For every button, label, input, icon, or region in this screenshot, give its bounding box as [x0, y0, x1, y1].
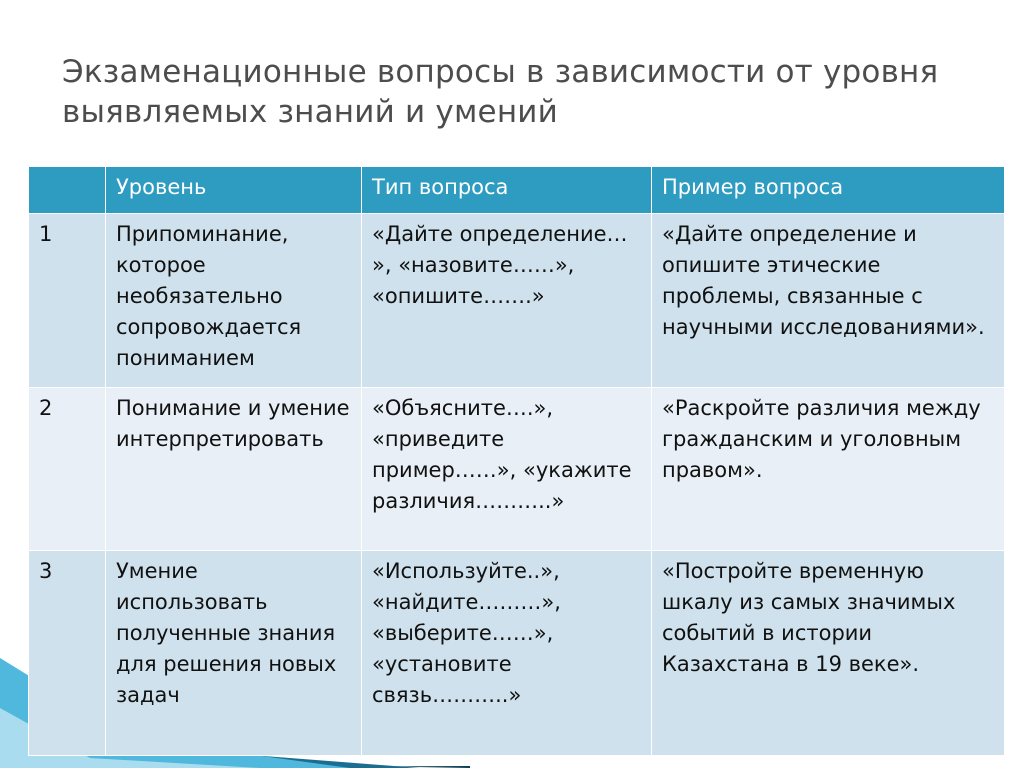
question-example-cell: «Постройте временную шкалу из самых значимых событий в истории Казахстана в 19 веке».	[652, 551, 1005, 756]
question-example-cell: «Дайте определение и опишите этические проблемы, связанные с научными исследованиями».	[652, 214, 1005, 388]
table-header-row	[29, 167, 1005, 214]
table-row	[29, 551, 1005, 756]
row-number: 1	[29, 214, 106, 388]
question-type-cell: «Дайте определение… », «назовите……», «опишите…….»	[362, 214, 652, 388]
question-type-cell: «Используйте..», «найдите………», «выберите……», «установите связь………..»	[362, 551, 652, 756]
level-cell: Умение использовать полученные знания для решения новых задач	[106, 551, 362, 756]
header-level: Уровень	[106, 167, 362, 214]
question-example-cell: «Раскройте различия между гражданским и уголовным правом».	[652, 388, 1005, 551]
question-type-cell: «Объясните….», «приведите пример……», «укажите различия………..»	[362, 388, 652, 551]
slide-title	[62, 52, 982, 132]
slide-title-line-1: Экзаменационные вопросы в зависимости от уровня	[62, 54, 939, 90]
row-number: 3	[29, 551, 106, 756]
table-row	[29, 388, 1005, 551]
level-cell: Понимание и умение интерпретировать	[106, 388, 362, 551]
level-cell: Припоминание, которое необязательно сопровождается пониманием	[106, 214, 362, 388]
header-question-type: Тип вопроса	[362, 167, 652, 214]
slide-title-line-2: выявляемых знаний и умений	[62, 94, 558, 130]
row-number: 2	[29, 388, 106, 551]
header-question-example: Пример вопроса	[652, 167, 1005, 214]
questions-table	[28, 166, 1005, 756]
header-number	[29, 167, 106, 214]
table-row	[29, 214, 1005, 388]
